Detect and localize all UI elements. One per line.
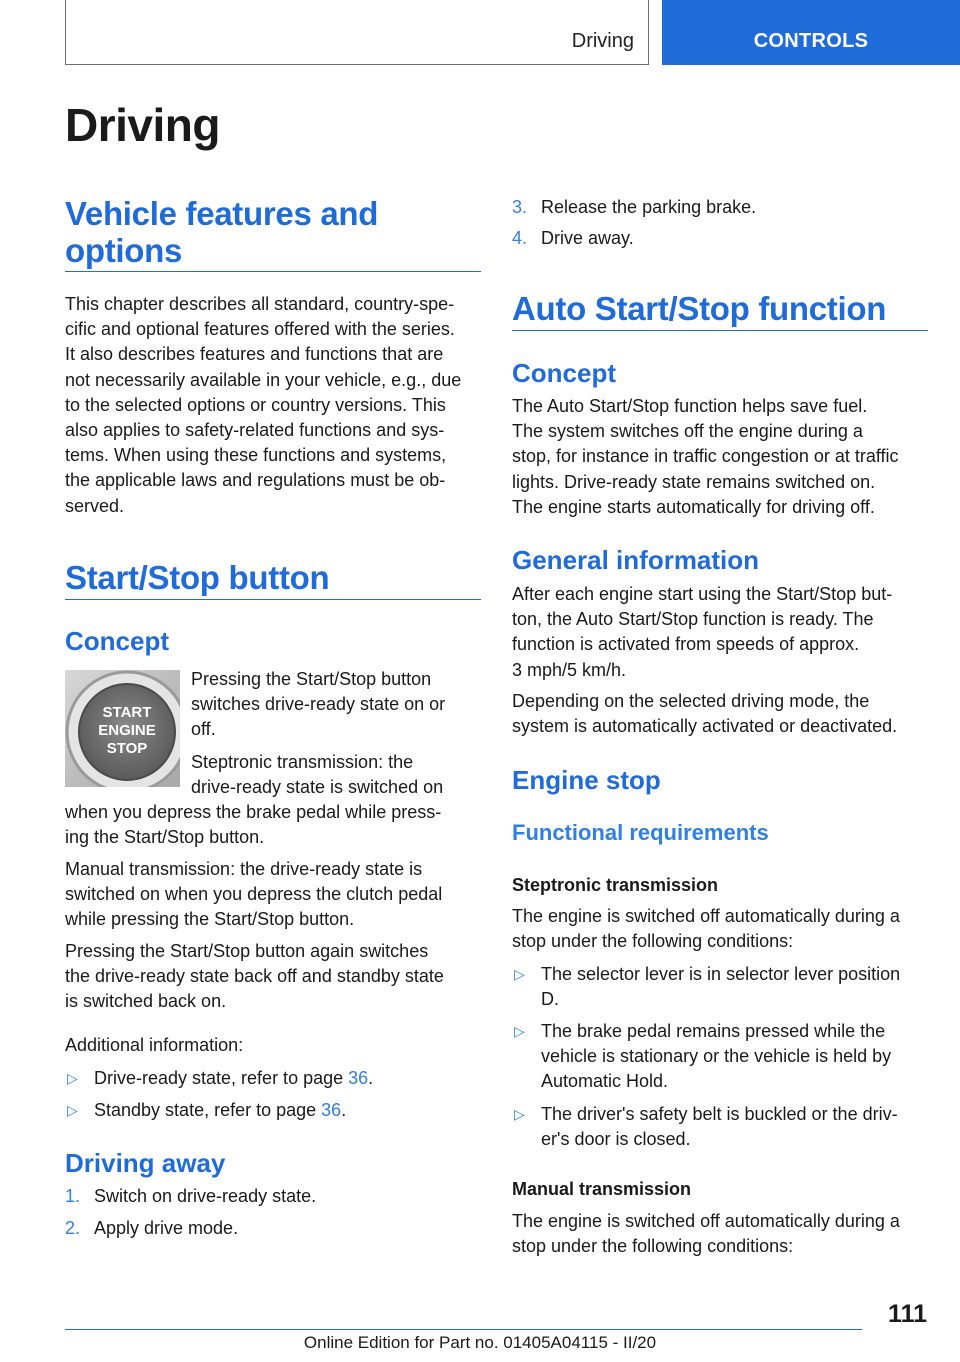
general-para-1: After each engine start using the Start/Stop but- ton, the Auto Start/Stop function is ready. The function is activated from speeds of approx. 3 mph/5 km/h. bbox=[512, 584, 893, 680]
triangle-bullet-icon: ▷ bbox=[67, 1070, 78, 1086]
heading-start-stop-button: Start/Stop button bbox=[65, 559, 330, 596]
heading-general-information: General information bbox=[512, 545, 760, 575]
header-chapter-tab bbox=[662, 0, 960, 65]
step-number: 4. bbox=[512, 228, 528, 248]
heading-functional-requirements: Functional requirements bbox=[512, 820, 769, 845]
step-number: 2. bbox=[65, 1218, 81, 1238]
page-link[interactable]: 36 bbox=[321, 1100, 342, 1120]
heading-auto-start-stop: Auto Start/Stop function bbox=[512, 290, 887, 327]
heading-driving-away: Driving away bbox=[65, 1148, 226, 1178]
start-stop-para-1: Pressing the Start/Stop button switches drive-ready state on or off. bbox=[191, 669, 446, 740]
list-item: 3. Release the parking brake. bbox=[512, 195, 932, 220]
concept-paragraph: The Auto Start/Stop function helps save fuel. The system switches off the engine during a stop, for instance in traffic congestion or at traffic lights. Drive-ready state remains switched on. The engine starts automatically for driving off. bbox=[512, 396, 899, 517]
list-item: ▷ The brake pedal remains pressed while the vehicle is stationary or the vehicle is held by Automatic Hold. bbox=[514, 1021, 892, 1092]
general-para-2: Depending on the selected driving mode, the system is automatically activated or deactivated. bbox=[512, 691, 898, 737]
button-label-start: START bbox=[102, 704, 152, 721]
start-stop-button-image bbox=[65, 670, 180, 787]
list-item: ▷ The driver's safety belt is buckled or the driv- er's door is closed. bbox=[514, 1104, 898, 1150]
steptronic-intro: The engine is switched off automatically during a stop under the following conditions: bbox=[512, 906, 900, 952]
step-number: 3. bbox=[512, 197, 528, 217]
start-stop-para-2a: Steptronic transmission: the drive-ready state is switched on bbox=[191, 752, 444, 798]
page-number: 111 bbox=[888, 1300, 927, 1328]
additional-information-label: Additional information: bbox=[65, 1035, 244, 1055]
heading-vehicle-features: Vehicle features and options bbox=[65, 195, 379, 269]
start-stop-button-icon bbox=[65, 670, 180, 787]
heading-steptronic: Steptronic transmission bbox=[512, 875, 719, 895]
button-label-engine: ENGINE bbox=[98, 722, 156, 739]
button-label-stop: STOP bbox=[106, 740, 148, 757]
heading-rule bbox=[65, 599, 481, 600]
heading-rule bbox=[512, 330, 928, 331]
triangle-bullet-icon: ▷ bbox=[514, 1106, 525, 1122]
vehicle-features-paragraph: This chapter describes all standard, country-spe- cific and optional features offered with the series. It also describes features and functions that are not necessarily available in your vehicle, e.g., due to the selected options or country versions. This also applies to safety-related functions and sys- tems. When using these functions and systems, the applicable laws and regulations must be ob- served. bbox=[65, 294, 462, 516]
footer-edition: Online Edition for Part no. 01405A04115 - II/20 bbox=[303, 1333, 657, 1352]
list-item: ▷ Drive-ready state, refer to page 36. bbox=[65, 1066, 485, 1091]
list-item: 4. Drive away. bbox=[512, 226, 932, 251]
step-number: 1. bbox=[65, 1186, 81, 1206]
header-section-box bbox=[65, 0, 649, 65]
footer-rule bbox=[65, 1329, 862, 1330]
triangle-bullet-icon: ▷ bbox=[514, 1023, 525, 1039]
heading-engine-stop: Engine stop bbox=[512, 765, 661, 795]
header-section-title: Driving bbox=[571, 30, 634, 52]
page-title: Driving bbox=[65, 99, 220, 151]
heading-rule bbox=[65, 271, 481, 272]
heading-concept-right: Concept bbox=[512, 358, 616, 388]
triangle-bullet-icon: ▷ bbox=[67, 1102, 78, 1118]
page-link[interactable]: 36 bbox=[348, 1068, 369, 1088]
heading-concept: Concept bbox=[65, 626, 169, 656]
start-stop-para-4: Pressing the Start/Stop button again switches the drive-ready state back off and standby state is switched back on. bbox=[65, 941, 444, 1012]
list-item: ▷ The selector lever is in selector lever position D. bbox=[514, 964, 901, 1010]
heading-manual-transmission: Manual transmission bbox=[512, 1179, 692, 1199]
list-item: ▷ Standby state, refer to page 36. bbox=[65, 1098, 485, 1123]
header-chapter-title: CONTROLS bbox=[753, 30, 869, 52]
list-item: 1. Switch on drive-ready state. bbox=[65, 1184, 485, 1209]
start-stop-para-2b: when you depress the brake pedal while press- ing the Start/Stop button. bbox=[65, 802, 442, 848]
manual-intro: The engine is switched off automatically during a stop under the following conditions: bbox=[512, 1211, 900, 1257]
start-stop-para-3: Manual transmission: the drive-ready state is switched on when you depress the clutch pedal while pressing the Start/Stop button. bbox=[65, 859, 443, 930]
list-item: 2. Apply drive mode. bbox=[65, 1216, 485, 1241]
triangle-bullet-icon: ▷ bbox=[514, 966, 525, 982]
